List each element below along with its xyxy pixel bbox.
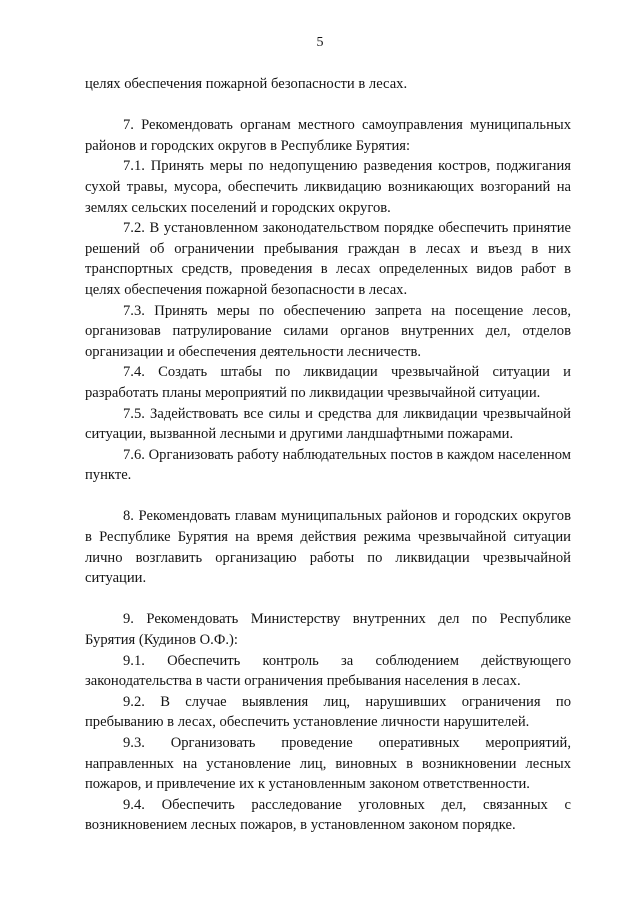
- paragraph: 7.4. Создать штабы по ликвидации чрезвычайной ситуации и разработать планы мероприятий по ликвидации чрезвычайной ситуации.: [85, 364, 571, 401]
- paragraph: 7.6. Организовать работу наблюдательных постов в каждом населенном пункте.: [85, 446, 571, 484]
- paragraph: 9.1. Обеспечить контроль за соблюдением действующего законодательства в части ограничения пребывания населения в лесах.: [85, 652, 571, 690]
- paragraph: 9.4. Обеспечить расследование уголовных дел, связанных с возникновением лесных пожаров, в установленном законом порядке.: [85, 796, 571, 834]
- paragraph: 9.3. Организовать проведение оперативных мероприятий, направленных на установление лиц, виновных в возникновении лесных пожаров, и привлечение их к установленным законом ответственности.: [85, 735, 571, 793]
- paragraph-spacer: [85, 95, 571, 116]
- continued-paragraph: целях обеспечения пожарной безопасности в лесах.: [85, 76, 408, 92]
- document-body: [85, 74, 571, 836]
- paragraph: 7. Рекомендовать органам местного самоуправления муниципальных районов и городских округов в Республике Бурятия:: [85, 117, 571, 154]
- paragraph: 9.2. В случае выявления лиц, нарушивших ограничения по пребыванию в лесах, обеспечить установление личности нарушителей.: [85, 693, 571, 731]
- paragraph-spacer: [85, 589, 571, 610]
- page-number: 5: [316, 35, 324, 50]
- paragraph: 9. Рекомендовать Министерству внутренних дел по Республике Бурятия (Кудинов О.Ф.):: [85, 611, 571, 649]
- paragraph: 7.3. Принять меры по обеспечению запрета на посещение лесов, организовав патрулирование силами органов внутренних дел, отделов организации и обеспечения деятельности лесничеств.: [85, 302, 571, 360]
- paragraph: 7.1. Принять меры по недопущению разведения костров, поджигания сухой травы, мусора, обеспечить ликвидацию возникающих возгораний на землях сельских поселений и городских округов.: [85, 158, 571, 216]
- paragraph: 7.5. Задействовать все силы и средства для ликвидации чрезвычайной ситуации, вызванной лесными и другими ландшафтными пожарами.: [85, 405, 571, 443]
- paragraph: 8. Рекомендовать главам муниципальных районов и городских округов в Республике Бурятия на время действия режима чрезвычайной ситуации лично возглавить организацию работы по ликвидации чрезвычайной ситуации.: [85, 508, 571, 587]
- paragraph-spacer: [85, 486, 571, 507]
- paragraph: 7.2. В установленном законодательством порядке обеспечить принятие решений об ограничении пребывания граждан в лесах и въезд в них транспортных средств, проведения в лесах определенных видов работ в целях обеспечения пожарной безопасности в лесах.: [85, 220, 571, 298]
